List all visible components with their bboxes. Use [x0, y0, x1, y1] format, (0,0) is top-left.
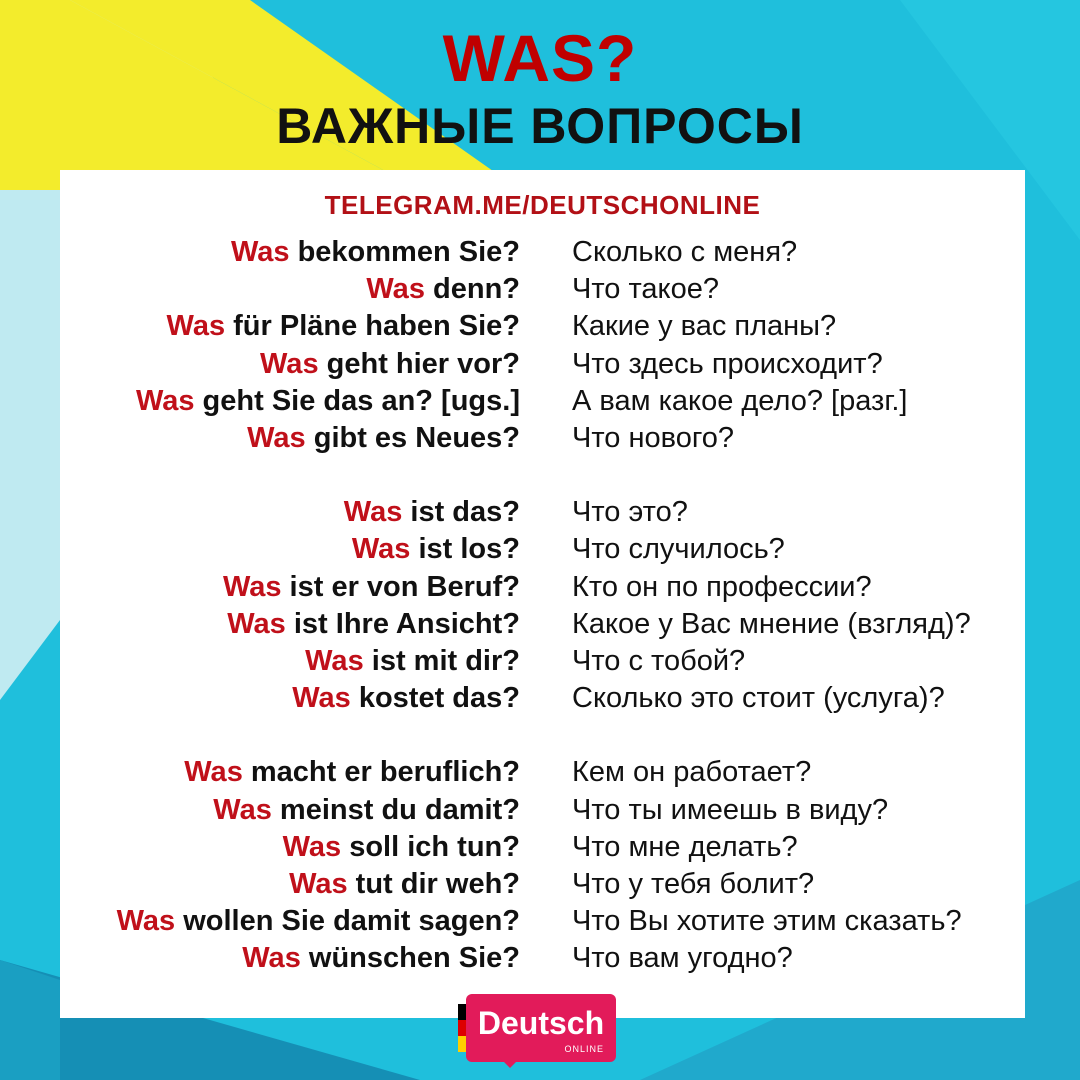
german-phrase	[292, 680, 520, 717]
russian-translation: Какие у вас планы?	[572, 310, 837, 342]
russian-translation: А вам какое дело? [разг.]	[572, 385, 908, 417]
was-keyword: Was	[242, 942, 301, 974]
phrase-row	[60, 903, 1025, 940]
russian-translation: Что случилось?	[572, 533, 785, 565]
german-phrase-rest: wünschen Sie?	[300, 942, 520, 974]
phrase-row	[60, 383, 1025, 420]
page-title: WAS?	[442, 21, 638, 95]
german-phrase	[283, 829, 520, 866]
german-phrase-rest: ist das?	[402, 496, 520, 528]
was-keyword: Was	[213, 794, 272, 826]
was-keyword: Was	[230, 236, 290, 268]
telegram-link[interactable]: TELEGRAM.ME/DEUTSCHONLINE	[324, 190, 761, 220]
phrase-row	[60, 308, 1025, 345]
german-phrase	[242, 940, 520, 977]
phrase-row	[60, 531, 1025, 568]
german-phrase	[136, 383, 520, 420]
german-phrase	[260, 346, 520, 383]
german-phrase	[231, 234, 520, 271]
german-phrase-rest: bekommen Sie?	[289, 236, 520, 268]
german-phrase-rest: soll ich tun?	[341, 831, 520, 863]
russian-translation: Что Вы хотите этим сказать?	[572, 905, 962, 937]
german-phrase-rest: macht er beruflich?	[242, 756, 520, 788]
was-keyword: Was	[227, 608, 286, 640]
russian-translation: Кем он работает?	[572, 756, 812, 788]
german-flag-icon	[458, 1004, 466, 1052]
was-keyword: Was	[305, 645, 364, 677]
phrase-row	[60, 643, 1025, 680]
german-phrase	[366, 271, 520, 308]
russian-translation: Что у тебя болит?	[572, 868, 815, 900]
german-phrase-rest: tut dir weh?	[347, 868, 520, 900]
phrase-row	[60, 866, 1025, 903]
phrase-row	[60, 792, 1025, 829]
russian-translation: Кто он по профессии?	[572, 571, 872, 603]
was-keyword: Was	[184, 756, 243, 788]
russian-translation: Что нового?	[572, 422, 735, 454]
russian-translation: Что мне делать?	[572, 831, 798, 863]
was-keyword: Was	[292, 682, 351, 714]
german-phrase-rest: ist Ihre Ansicht?	[285, 608, 520, 640]
was-keyword: Was	[282, 831, 342, 863]
german-phrase	[247, 420, 520, 457]
phrase-row	[60, 271, 1025, 308]
was-keyword: Was	[222, 571, 282, 603]
german-phrase-rest: wollen Sie damit sagen?	[175, 905, 520, 937]
was-keyword: Was	[289, 868, 348, 900]
german-phrase	[227, 606, 520, 643]
speech-bubble-tail	[500, 1058, 520, 1068]
german-phrase	[184, 754, 520, 791]
russian-translation: Что с тобой?	[572, 645, 746, 677]
phrase-row	[60, 569, 1025, 606]
phrase-row	[60, 234, 1025, 271]
phrase-row	[60, 680, 1025, 717]
russian-translation: Что это?	[572, 496, 688, 528]
german-phrase-rest: gibt es Neues?	[305, 422, 520, 454]
phrase-card	[60, 170, 1025, 1018]
german-phrase	[289, 866, 520, 903]
german-phrase	[167, 308, 520, 345]
german-phrase-rest: für Pläne haben Sie?	[225, 310, 520, 342]
was-keyword: Was	[166, 310, 226, 342]
german-phrase-rest: geht Sie das an? [ugs.]	[194, 385, 520, 417]
german-phrase-rest: ist mit dir?	[363, 645, 520, 677]
german-phrase-rest: geht hier vor?	[318, 348, 520, 380]
russian-translation: Какое у Вас мнение (взгляд)?	[572, 608, 971, 640]
german-phrase	[213, 792, 520, 829]
logo-brand-text: Deutsch	[477, 1005, 605, 1041]
german-phrase	[305, 643, 520, 680]
phrase-row	[60, 829, 1025, 866]
phrase-row	[60, 346, 1025, 383]
russian-translation: Сколько это стоит (услуга)?	[572, 682, 945, 714]
german-phrase-rest: ist los?	[410, 533, 520, 565]
phrase-row	[60, 420, 1025, 457]
german-phrase-rest: ist er von Beruf?	[281, 571, 520, 603]
german-phrase-rest: kostet das?	[350, 682, 520, 714]
was-keyword: Was	[260, 348, 319, 380]
russian-translation: Что здесь происходит?	[572, 348, 883, 380]
was-keyword: Was	[135, 385, 195, 417]
german-phrase-rest: denn?	[424, 273, 520, 305]
was-keyword: Was	[351, 533, 411, 565]
was-keyword: Was	[366, 273, 425, 305]
german-phrase-rest: meinst du damit?	[271, 794, 520, 826]
russian-translation: Что вам угодно?	[572, 942, 793, 974]
logo-small-text: ONLINE	[564, 1044, 604, 1054]
deutsch-online-logo	[456, 988, 624, 1068]
logo-box	[466, 994, 616, 1062]
phrase-row	[60, 494, 1025, 531]
was-keyword: Was	[343, 496, 403, 528]
phrase-row	[60, 606, 1025, 643]
was-keyword: Was	[247, 422, 306, 454]
phrase-row	[60, 940, 1025, 977]
russian-translation: Что ты имеешь в виду?	[572, 794, 889, 826]
german-phrase	[223, 569, 520, 606]
german-phrase	[117, 903, 520, 940]
german-phrase	[344, 494, 520, 531]
russian-translation: Что такое?	[572, 273, 719, 305]
russian-translation: Сколько с меня?	[572, 236, 798, 268]
was-keyword: Was	[116, 905, 176, 937]
phrase-row	[60, 754, 1025, 791]
german-phrase	[352, 531, 520, 568]
page-subtitle: ВАЖНЫЕ ВОПРОСЫ	[276, 98, 804, 154]
